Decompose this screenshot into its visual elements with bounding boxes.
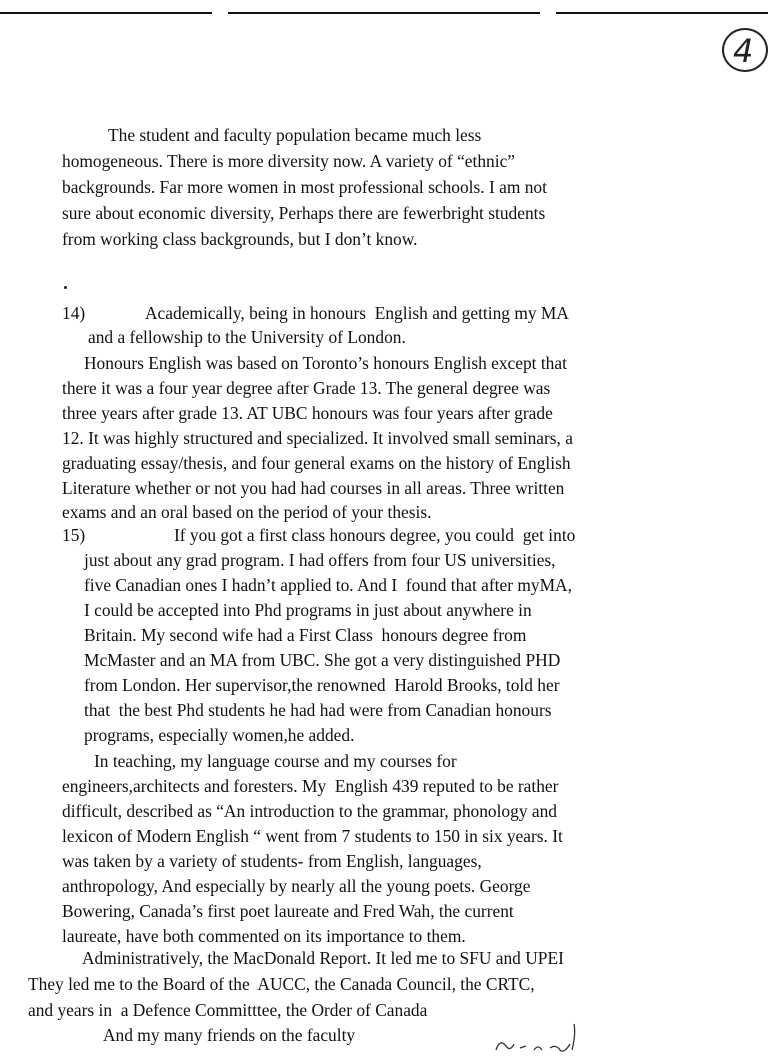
text-line: laureate, have both commented on its importance to them. [62, 926, 466, 946]
top-rule-middle [228, 12, 540, 14]
text-line: and a fellowship to the University of London. [88, 327, 406, 347]
text-line: I could be accepted into Phd programs in just about anywhere in [84, 600, 532, 620]
text-line: If you got a first class honours degree, you could get into [174, 525, 576, 545]
text-line: The student and faculty population became much less [108, 125, 482, 145]
top-rule-right [556, 12, 768, 14]
stray-dot [64, 286, 67, 289]
text-line: Academically, being in honours English and getting my MA [145, 303, 569, 323]
text-line: just about any grad program. I had offers from four US universities, [84, 550, 556, 570]
text-line: backgrounds. Far more women in most professional schools. I am not [62, 177, 547, 197]
text-line: Bowering, Canada’s first poet laureate and Fred Wah, the current [62, 901, 514, 921]
text-line: difficult, described as “An introduction to the grammar, phonology and [62, 801, 557, 821]
text-line: Honours English was based on Toronto’s honours English except that [84, 353, 567, 373]
text-line: Literature whether or not you had had courses in all areas. Three written [62, 478, 565, 498]
text-line: They led me to the Board of the AUCC, the Canada Council, the CRTC, [28, 974, 535, 994]
text-line: engineers,architects and foresters. My English 439 reputed to be rather [62, 776, 559, 796]
text-line: exams and an oral based on the period of your thesis. [62, 502, 432, 522]
text-line: five Canadian ones I hadn’t applied to. And I found that after myMA, [84, 575, 572, 595]
text-line: and years in a Defence Committtee, the Order of Canada [28, 1000, 428, 1020]
text-line: was taken by a variety of students- from English, languages, [62, 851, 482, 871]
text-line: that the best Phd students he had had were from Canadian honours [84, 700, 552, 720]
text-line: graduating essay/thesis, and four general exams on the history of English [62, 453, 571, 473]
text-line: McMaster and an MA from UBC. She got a very distinguished PHD [84, 650, 561, 670]
text-line: 12. It was highly structured and specialized. It involved small seminars, a [62, 428, 573, 448]
text-line: And my many friends on the faculty [103, 1025, 356, 1045]
text-line: Administratively, the MacDonald Report. It led me to SFU and UPEI [82, 948, 564, 968]
text-line: lexicon of Modern English “ went from 7 students to 150 in six years. It [62, 826, 563, 846]
handwritten-signature [490, 1020, 590, 1056]
text-line: three years after grade 13. AT UBC honours was four years after grade [62, 403, 553, 423]
text-line: In teaching, my language course and my courses for [94, 751, 457, 771]
text-line: from London. Her supervisor,the renowned Harold Brooks, told her [84, 675, 560, 695]
top-rule-left [0, 12, 212, 14]
page-number: 4 [733, 32, 754, 70]
text-line: from working class backgrounds, but I don’t know. [62, 229, 418, 249]
text-line: sure about economic diversity, Perhaps there are fewerbright students [62, 203, 546, 223]
item-number: 14) [62, 303, 86, 323]
text-line: there it was a four year degree after Grade 13. The general degree was [62, 378, 551, 398]
text-line: anthropology, And especially by nearly all the young poets. George [62, 876, 531, 896]
text-line: programs, especially women,he added. [84, 725, 355, 745]
text-line: Britain. My second wife had a First Class honours degree from [84, 625, 527, 645]
text-line: homogeneous. There is more diversity now. A variety of “ethnic” [62, 151, 516, 171]
item-number: 15) [62, 525, 86, 545]
